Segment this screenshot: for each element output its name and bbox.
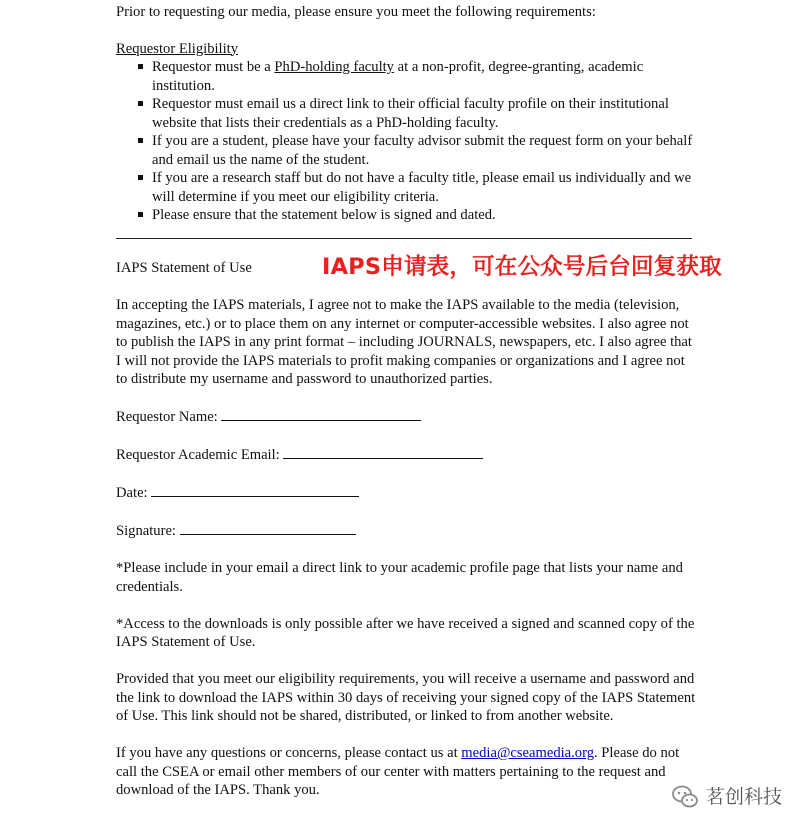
requestor-name-line[interactable]	[221, 407, 421, 421]
signature-field: Signature:	[116, 521, 696, 541]
requestor-email-line[interactable]	[283, 445, 483, 459]
provided-paragraph: Provided that you meet our eligibility requirements, you will receive a username and password and the link to download the IAPS within 30 days of receiving your signed copy of the IAPS Statement of Use. This link should not be shared, distributed, or linked to from another website.	[116, 671, 696, 724]
statement-paragraph: In accepting the IAPS materials, I agree not to make the IAPS available to the media (television, magazines, etc.) or to place them on any internet or computer-accessible websites. I also agree not to publish the IAPS in any print format – including JOURNALS, newspapers, etc. I also agree that I will not provide the IAPS materials to profit making companies or organizations and I agree not to distribute my username and password to unauthorized parties.	[116, 297, 692, 387]
horizontal-divider	[116, 238, 692, 239]
requestor-email-field: Requestor Academic Email:	[116, 445, 696, 465]
phd-faculty-link[interactable]: PhD-holding faculty	[274, 59, 394, 75]
statement-body	[116, 296, 696, 818]
list-item: If you are a student, please have your faculty advisor submit the request form on your behalf and email us the name of the student.	[152, 132, 696, 169]
watermark-text: 茗创科技	[706, 785, 783, 808]
eligibility-list	[116, 58, 696, 225]
contact-email-link[interactable]: media@cseamedia.org	[461, 745, 594, 761]
requestor-name-field: Requestor Name:	[116, 407, 696, 427]
note-access: *Access to the downloads is only possible after we have received a signed and scanned copy of the IAPS Statement of Use.	[116, 615, 695, 650]
statement-title: IAPS Statement of Use	[116, 260, 252, 276]
list-item: Please ensure that the statement below is signed and dated.	[152, 206, 696, 225]
list-item: Requestor must email us a direct link to their official faculty profile on their institutional website that lists their credentials as a PhD-holding faculty.	[152, 95, 696, 132]
document-body	[116, 3, 696, 225]
note-profile-link: *Please include in your email a direct link to your academic profile page that lists your name and credentials.	[116, 560, 683, 595]
wechat-logo-icon	[670, 782, 700, 812]
date-field: Date:	[116, 483, 696, 503]
watermark	[670, 780, 782, 814]
eligibility-heading: Requestor Eligibility	[116, 40, 239, 57]
intro-text: Prior to requesting our media, please ensure you meet the following requirements:	[116, 4, 596, 20]
list-item: Requestor must be a PhD-holding faculty at a non-profit, degree-granting, academic institution.	[152, 58, 696, 95]
contact-paragraph: If you have any questions or concerns, please contact us at media@cseamedia.org. Please do not call the CSEA or email other members of our center with matters pertaining to the request and download of the IAPS. Thank you.	[116, 745, 680, 798]
signature-line[interactable]	[180, 521, 356, 535]
promo-banner: IAPS申请表，可在公众号后台回复获取	[322, 254, 722, 280]
date-line[interactable]	[151, 483, 359, 497]
list-item: If you are a research staff but do not have a faculty title, please email us individually and we will determine if you meet our eligibility criteria.	[152, 169, 696, 206]
